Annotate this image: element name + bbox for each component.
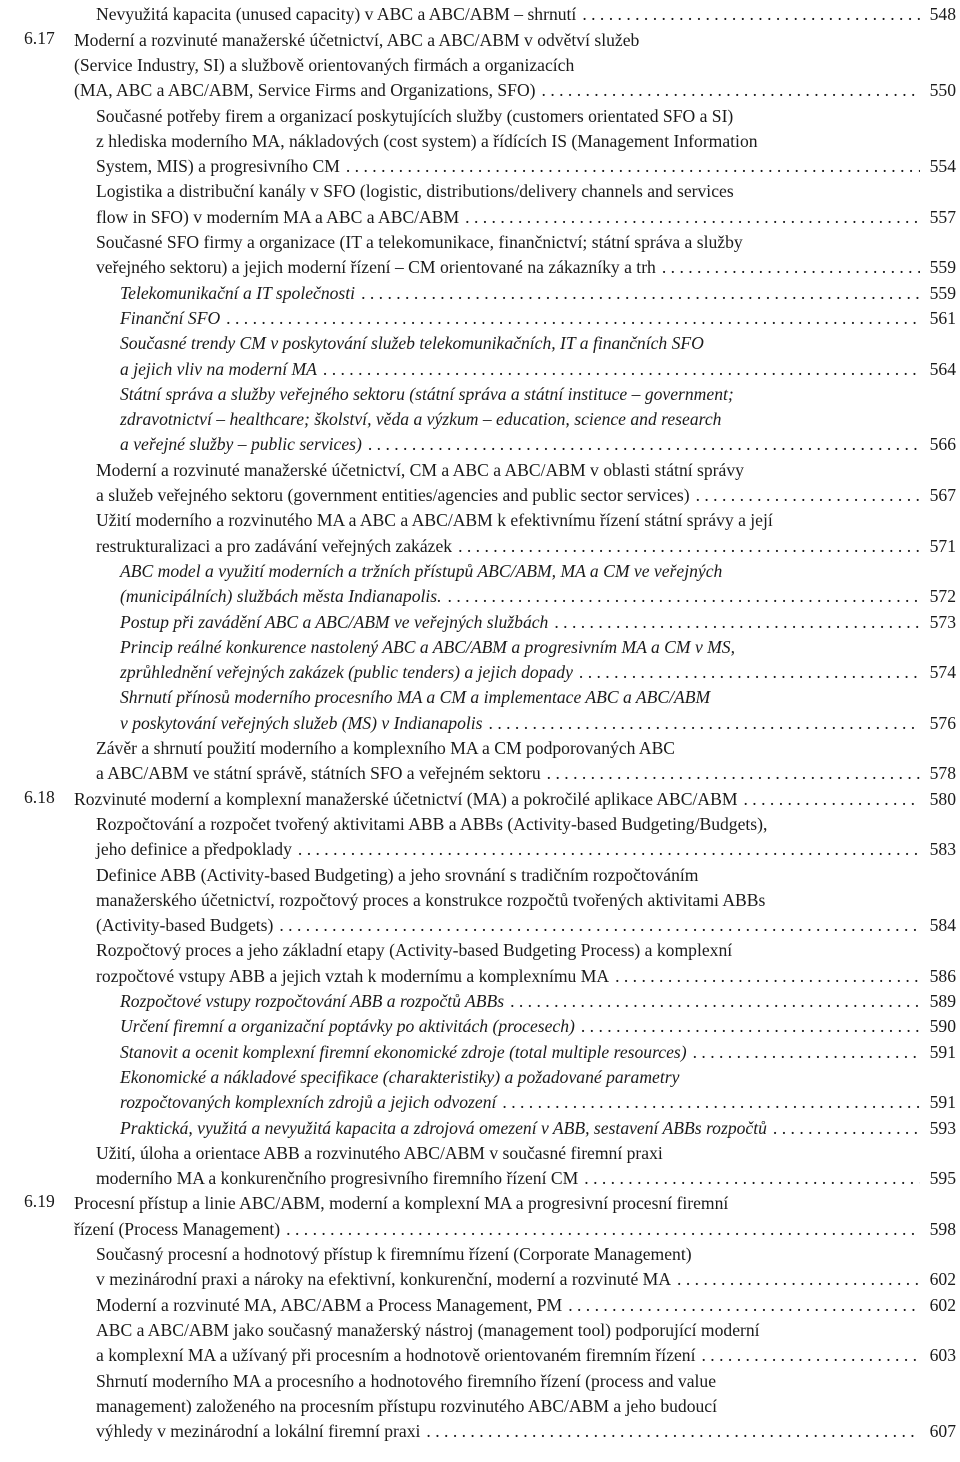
toc-entry-text: Moderní a rozvinuté manažerské účetnictví, ABC a ABC/ABM v odvětví služeb <box>74 29 640 50</box>
toc-entry-text: Moderní a rozvinuté manažerské účetnictví, CM a ABC a ABC/ABM v oblasti státní správy <box>96 459 744 480</box>
toc-entry-line <box>0 255 960 280</box>
toc-entry-text: řízení (Process Management) <box>74 1218 281 1239</box>
toc-entry-text: výhledy v mezinárodní a lokální firemní praxi <box>96 1421 421 1442</box>
toc-entry-line <box>0 1014 960 1039</box>
page-number: 595 <box>929 1168 956 1189</box>
toc-entry[interactable] <box>0 1116 960 1141</box>
toc-entry-line <box>0 458 960 483</box>
toc-entry[interactable] <box>0 1040 960 1065</box>
toc-entry-line <box>0 1369 960 1394</box>
toc-entry-text: management) založeného na procesním přístupu rozvinutého ABC/ABM a jeho budoucí <box>96 1395 718 1416</box>
page-number: 586 <box>929 965 956 986</box>
page-number: 557 <box>929 206 956 227</box>
dot-leader <box>662 255 920 280</box>
dot-leader <box>677 1267 920 1292</box>
toc-entry-line <box>0 913 960 938</box>
toc-entry-text: (municipálních) službách města Indianapolis. <box>120 586 442 607</box>
dot-leader <box>584 1166 920 1191</box>
toc-entry-line <box>0 685 960 710</box>
toc-entry[interactable] <box>0 306 960 331</box>
toc-entry-line <box>0 1166 960 1191</box>
toc-entry-line <box>0 230 960 255</box>
toc-entry-text: Telekomunikační a IT společnosti <box>120 282 356 303</box>
page-number: 584 <box>929 915 956 936</box>
toc-entry-text: a komplexní MA a užívaný při procesním a hodnotově orientovaném firemním řízení <box>96 1345 696 1366</box>
dot-leader <box>465 205 920 230</box>
toc-entry-line <box>0 1318 960 1343</box>
toc-entry-text: a veřejné služby – public services) <box>120 434 362 455</box>
page-number: 591 <box>929 1041 956 1062</box>
page-number: 554 <box>929 156 956 177</box>
section-number: 6.17 <box>24 27 55 48</box>
toc-entry-text: manažerského účetnictví, rozpočtový proces a konstrukce rozpočtů tvořených aktivitami ABBs <box>96 889 766 910</box>
toc-entry-line <box>0 610 960 635</box>
toc-entry[interactable] <box>0 1191 960 1242</box>
dot-leader <box>361 281 920 306</box>
toc-entry-text: a služeb veřejného sektoru (government entities/agencies and public sector services) <box>96 485 690 506</box>
dot-leader <box>323 357 920 382</box>
toc-entry-line <box>0 584 960 609</box>
toc-entry[interactable] <box>0 559 960 610</box>
toc-entry-line <box>0 1293 960 1318</box>
toc-entry-text: Postup při zavádění ABC a ABC/ABM ve veřejných službách <box>120 611 549 632</box>
toc-entry-line <box>0 964 960 989</box>
page-number: 567 <box>929 485 956 506</box>
page-number: 559 <box>929 257 956 278</box>
toc-entry-line <box>0 660 960 685</box>
page-number: 576 <box>929 712 956 733</box>
toc-entry-line <box>0 736 960 761</box>
page-number: 566 <box>929 434 956 455</box>
toc-entry[interactable] <box>0 2 960 27</box>
toc-entry[interactable] <box>0 635 960 686</box>
page-number: 571 <box>929 535 956 556</box>
toc-entry-line <box>0 129 960 154</box>
dot-leader <box>568 1293 920 1318</box>
toc-entry-line <box>0 1141 960 1166</box>
toc-entry[interactable] <box>0 989 960 1014</box>
toc-entry-text: moderního MA a konkurenčního progresivního firemního řízení CM <box>96 1168 579 1189</box>
page-number: 564 <box>929 358 956 379</box>
dot-leader <box>368 432 920 457</box>
dot-leader <box>693 1040 920 1065</box>
dot-leader <box>542 78 920 103</box>
page-number: 572 <box>929 586 956 607</box>
toc-entry-line <box>0 28 960 53</box>
page-number: 550 <box>929 80 956 101</box>
dot-leader <box>502 1090 920 1115</box>
toc-entry-line <box>0 432 960 457</box>
page-number: 602 <box>929 1294 956 1315</box>
page-number: 580 <box>929 788 956 809</box>
page-number: 589 <box>929 991 956 1012</box>
dot-leader <box>582 2 920 27</box>
toc-entry-text: Rozpočtování a rozpočet tvořený aktivitami ABB a ABBs (Activity-based Budgeting/Budgets), <box>96 813 768 834</box>
page-number: 548 <box>929 4 956 25</box>
toc-entry-line <box>0 711 960 736</box>
toc-entry-line <box>0 1090 960 1115</box>
toc-entry-line <box>0 1040 960 1065</box>
toc-entry-text: veřejného sektoru) a jejich moderní řízení – CM orientované na zákazníky a trh <box>96 257 656 278</box>
toc-entry-line <box>0 1242 960 1267</box>
toc-entry[interactable] <box>0 1318 960 1369</box>
toc-entry[interactable] <box>0 28 960 104</box>
toc-entry-line <box>0 357 960 382</box>
toc-entry-text: jeho definice a předpoklady <box>96 839 292 860</box>
toc-entry-line <box>0 382 960 407</box>
page-number: 593 <box>929 1117 956 1138</box>
page-number: 583 <box>929 839 956 860</box>
toc-entry-text: Současné trendy CM v poskytování služeb telekomunikačních, IT a finančních SFO <box>120 333 704 354</box>
page-number: 559 <box>929 282 956 303</box>
toc-entry[interactable] <box>0 736 960 787</box>
dot-leader <box>448 584 920 609</box>
toc-entry-line <box>0 888 960 913</box>
dot-leader <box>458 534 920 559</box>
toc-entry-line <box>0 938 960 963</box>
toc-entry-text: rozpočtovaných komplexních zdrojů a jejich odvození <box>120 1092 497 1113</box>
toc-entry-text: (Activity-based Budgets) <box>96 915 274 936</box>
toc-entry-text: Rozpočtový proces a jeho základní etapy (Activity-based Budgeting Process) a komplexní <box>96 940 733 961</box>
dot-leader <box>510 989 920 1014</box>
toc-entry-line <box>0 53 960 78</box>
dot-leader <box>579 660 920 685</box>
dot-leader <box>696 483 920 508</box>
toc-entry-line <box>0 1191 960 1216</box>
toc-entry-line <box>0 1394 960 1419</box>
toc-entry[interactable] <box>0 1014 960 1039</box>
toc-entry-text: Rozpočtové vstupy rozpočtování ABB a rozpočtů ABBs <box>120 991 505 1012</box>
dot-leader <box>298 837 920 862</box>
toc-entry[interactable] <box>0 787 960 812</box>
toc-entry[interactable] <box>0 281 960 306</box>
toc-entry-text: Shrnutí přínosů moderního procesního MA a CM a implementace ABC a ABC/ABM <box>120 687 711 708</box>
toc-entry-line <box>0 559 960 584</box>
toc-entry-line <box>0 635 960 660</box>
toc-entry-line <box>0 989 960 1014</box>
toc-entry-line <box>0 812 960 837</box>
toc-entry-text: Definice ABB (Activity-based Budgeting) a jeho srovnání s tradičním rozpočtováním <box>96 864 699 885</box>
toc-entry-text: Současné SFO firmy a organizace (IT a telekomunikace, finančnictví; státní správa a služby <box>96 232 743 253</box>
toc-entry-line <box>0 837 960 862</box>
toc-entry[interactable] <box>0 458 960 509</box>
toc-entry-line <box>0 761 960 786</box>
toc-entry[interactable] <box>0 685 960 736</box>
toc-entry-text: Finanční SFO <box>120 307 221 328</box>
toc-entry[interactable] <box>0 179 960 230</box>
dot-leader <box>773 1116 920 1141</box>
dot-leader <box>581 1014 920 1039</box>
toc-entry-text: Procesní přístup a linie ABC/ABM, moderní a komplexní MA a progresivní procesní firemní <box>74 1193 729 1214</box>
toc-entry[interactable] <box>0 1141 960 1192</box>
toc-entry-line <box>0 483 960 508</box>
toc-entry-text: zprůhlednění veřejných zakázek (public tenders) a jejich dopady <box>120 662 573 683</box>
toc-entry-line <box>0 154 960 179</box>
dot-leader <box>744 787 921 812</box>
toc-entry-line <box>0 179 960 204</box>
dot-leader <box>547 761 920 786</box>
toc-entry-text: a jejich vliv na moderní MA <box>120 358 317 379</box>
toc-entry-text: ABC a ABC/ABM jako současný manažerský nástroj (management tool) podporující moderní <box>96 1319 760 1340</box>
toc-entry-text: ABC model a využití moderních a tržních přístupů ABC/ABM, MA a CM ve veřejných <box>120 560 723 581</box>
page-number: 591 <box>929 1092 956 1113</box>
toc-entry-text: Praktická, využitá a nevyužitá kapacita a zdrojová omezení v ABB, sestavení ABBs rozpočtů <box>120 1117 767 1138</box>
toc-entry[interactable] <box>0 104 960 180</box>
toc-entry-line <box>0 1343 960 1368</box>
toc-entry[interactable] <box>0 230 960 281</box>
toc-entry-text: rozpočtové vstupy ABB a jejich vztah k modernímu a komplexnímu MA <box>96 965 610 986</box>
toc-entry[interactable] <box>0 1293 960 1318</box>
toc-entry[interactable] <box>0 938 960 989</box>
toc-entry-line <box>0 1116 960 1141</box>
toc-entry-text: (MA, ABC a ABC/ABM, Service Firms and Organizations, SFO) <box>74 80 536 101</box>
page-number: 602 <box>929 1269 956 1290</box>
toc-entry-line <box>0 2 960 27</box>
section-number: 6.19 <box>24 1191 55 1212</box>
toc-entry-text: Užití, úloha a orientace ABB a rozvinutého ABC/ABM v současné firemní praxi <box>96 1142 663 1163</box>
toc-entry-line <box>0 104 960 129</box>
toc-entry[interactable] <box>0 1065 960 1116</box>
toc-entry-text: Státní správa a služby veřejného sektoru (státní správa a státní instituce – government; <box>120 383 734 404</box>
toc-entry-line <box>0 1217 960 1242</box>
toc-entry[interactable] <box>0 812 960 863</box>
toc-entry[interactable] <box>0 382 960 458</box>
toc-entry[interactable] <box>0 331 960 382</box>
toc-entry-text: a ABC/ABM ve státní správě, státních SFO a veřejném sektoru <box>96 763 541 784</box>
toc-entry-text: Ekonomické a nákladové specifikace (charakteristiky) a požadované parametry <box>120 1066 680 1087</box>
toc-entry-text: Určení firemní a organizační poptávky po aktivitách (procesech) <box>120 1016 575 1037</box>
toc-entry-text: z hlediska moderního MA, nákladových (cost system) a řídících IS (Management Information <box>96 130 758 151</box>
toc-entry-text: flow in SFO) v moderním MA a ABC a ABC/ABM <box>96 206 460 227</box>
section-number: 6.18 <box>24 786 55 807</box>
toc-entry[interactable] <box>0 610 960 635</box>
toc-entry[interactable] <box>0 508 960 559</box>
toc-entry[interactable] <box>0 863 960 939</box>
toc-entry-text: Nevyužitá kapacita (unused capacity) v ABC a ABC/ABM – shrnutí <box>96 4 577 25</box>
page-number: 573 <box>929 611 956 632</box>
toc-entry-line <box>0 787 960 812</box>
dot-leader <box>226 306 920 331</box>
toc-entry-text: Současné potřeby firem a organizací poskytujících služby (customers orientated SFO a SI) <box>96 105 734 126</box>
toc-entry-line <box>0 78 960 103</box>
toc-entry-text: Užití moderního a rozvinutého MA a ABC a ABC/ABM k efektivnímu řízení státní správy a její <box>96 510 773 531</box>
toc-entry-text: restrukturalizaci a pro zadávání veřejných zakázek <box>96 535 453 556</box>
toc-entry-text: Moderní a rozvinuté MA, ABC/ABM a Process Management, PM <box>96 1294 563 1315</box>
toc-entry-text: System, MIS) a progresivního CM <box>96 156 340 177</box>
dot-leader <box>279 913 920 938</box>
dot-leader <box>554 610 920 635</box>
toc-entry-line <box>0 331 960 356</box>
toc-entry-text: Logistika a distribuční kanály v SFO (logistic, distributions/delivery channels and services <box>96 181 734 202</box>
toc-entry-text: Stanovit a ocenit komplexní firemní ekonomické zdroje (total multiple resources) <box>120 1041 687 1062</box>
page-number: 598 <box>929 1218 956 1239</box>
toc-entry-text: v poskytování veřejných služeb (MS) v Indianapolis <box>120 712 483 733</box>
page-number: 607 <box>929 1421 956 1442</box>
dot-leader <box>346 154 920 179</box>
page-number: 603 <box>929 1345 956 1366</box>
toc-entry-text: Závěr a shrnutí použití moderního a komplexního MA a CM podporovaných ABC <box>96 738 676 759</box>
toc-entry-text: Rozvinuté moderní a komplexní manažerské účetnictví (MA) a pokročilé aplikace ABC/ABM <box>74 788 738 809</box>
dot-leader <box>426 1419 920 1444</box>
toc-entry-line <box>0 1267 960 1292</box>
toc-entry-line <box>0 534 960 559</box>
toc-entry-line <box>0 1419 960 1444</box>
page-number: 590 <box>929 1016 956 1037</box>
toc-entry-line <box>0 508 960 533</box>
toc-entry-text: Současný procesní a hodnotový přístup k firemnímu řízení (Corporate Management) <box>96 1244 692 1265</box>
page-number: 578 <box>929 763 956 784</box>
toc-entry-line <box>0 306 960 331</box>
dot-leader <box>615 964 920 989</box>
toc-entry-line <box>0 863 960 888</box>
toc-entry-text: Shrnutí moderního MA a procesního a hodnotového firemního řízení (process and value <box>96 1370 717 1391</box>
dot-leader <box>702 1343 921 1368</box>
toc-entry-text: v mezinárodní praxi a nároky na efektivní, konkurenční, moderní a rozvinuté MA <box>96 1269 672 1290</box>
toc-entry-text: Princip reálné konkurence nastolený ABC a ABC/ABM a progresivním MA a CM v MS, <box>120 636 736 657</box>
toc-entry-line <box>0 205 960 230</box>
toc-entry-line <box>0 1065 960 1090</box>
page-number: 574 <box>929 662 956 683</box>
toc-entry-text: zdravotnictví – healthcare; školství, věda a výzkum – education, science and research <box>120 409 722 430</box>
toc-entry-line <box>0 281 960 306</box>
toc-entry-text: (Service Industry, SI) a službově orientovaných firmách a organizacích <box>74 54 575 75</box>
toc-entry[interactable] <box>0 1242 960 1293</box>
dot-leader <box>286 1217 920 1242</box>
page-number: 561 <box>929 307 956 328</box>
toc-entry[interactable] <box>0 1369 960 1445</box>
toc-entry-line <box>0 407 960 432</box>
dot-leader <box>489 711 920 736</box>
